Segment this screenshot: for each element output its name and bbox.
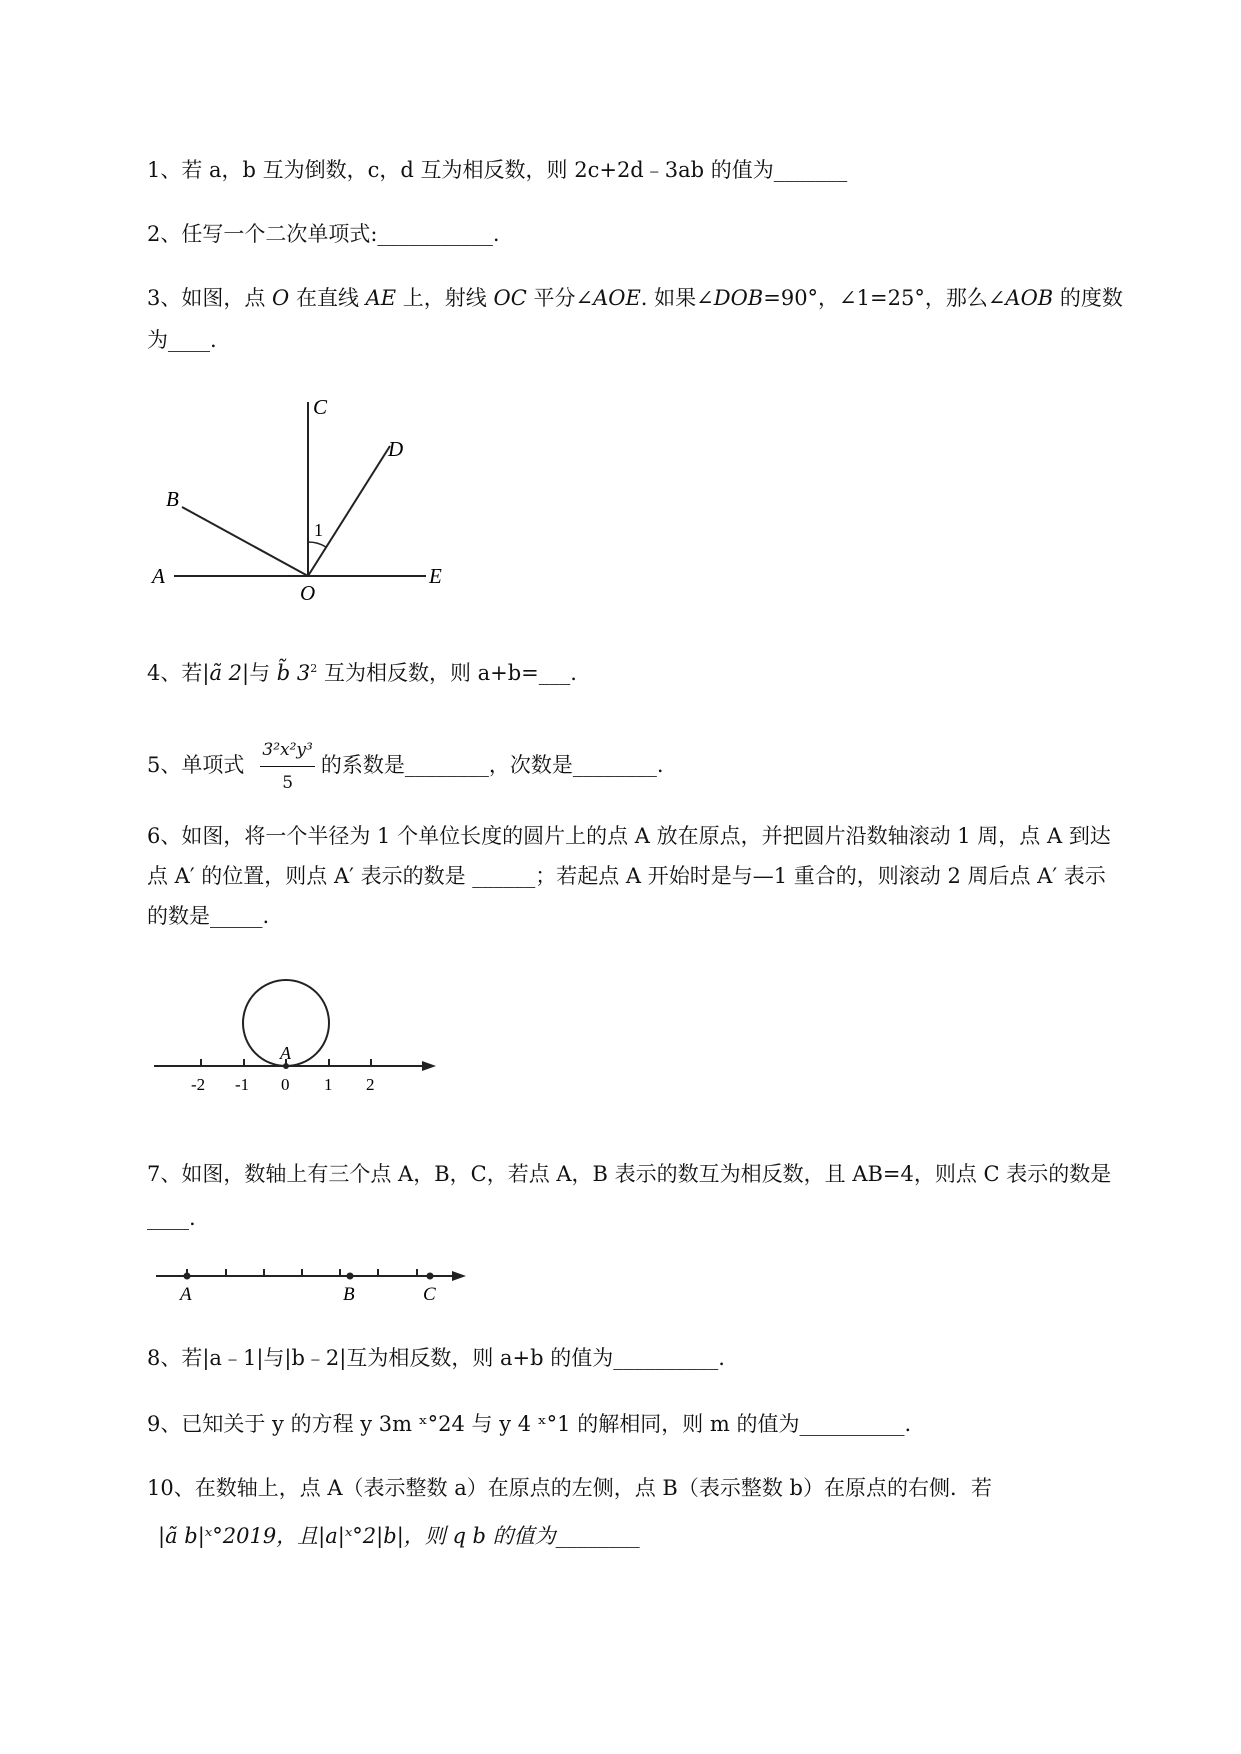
- label-point-a: A: [280, 1043, 291, 1063]
- q6-line-1-text: 6、如图，将一个半径为 1 个单位长度的圆片上的点 A 放在原点，并把圆片沿数轴滚动 1 周，点 A 到达: [147, 824, 1111, 848]
- tick-label-1: 1: [324, 1075, 333, 1094]
- q3-text-b: 在直线: [289, 286, 366, 310]
- q10-line-1-text: 10、在数轴上，点 A（表示整数 a）在原点的左侧，点 B（表示整数 b）在原点的右侧．若: [147, 1476, 992, 1500]
- q3-text-g: 的度数: [1053, 286, 1123, 310]
- label-a: A: [152, 564, 165, 588]
- angle-diagram: [140, 390, 460, 610]
- q3-point-o: O: [272, 286, 290, 310]
- q7-line-2-text: ____.: [147, 1206, 196, 1230]
- q4-exponent: 2: [310, 662, 318, 675]
- label-b: B: [166, 487, 179, 511]
- q3-text-e: . 如果∠: [640, 286, 714, 310]
- label-c: C: [423, 1284, 436, 1305]
- rolling-circle-diagram: [140, 975, 460, 1095]
- question-3-line-2: [147, 326, 217, 354]
- question-1: [147, 156, 847, 184]
- label-e: E: [429, 564, 442, 588]
- q3-text-f: =90°，∠1=25°，那么∠: [763, 286, 1006, 310]
- question-2-text: 2、任写一个二次单项式:___________.: [147, 222, 500, 246]
- q3-angle-aoe: AOE: [593, 286, 641, 310]
- q3-text-a: 3、如图，点: [147, 286, 273, 310]
- tick-label--2: -2: [191, 1075, 206, 1094]
- number-line-abc-diagram: [140, 1260, 470, 1320]
- q3-text-c: 上，射线: [396, 286, 494, 310]
- label-c: C: [313, 395, 328, 419]
- q3-line-2-text: 为____.: [147, 328, 217, 352]
- q6-line-3-text: 的数是_____.: [147, 904, 270, 928]
- q3-line-ae: AE: [365, 286, 397, 310]
- label-angle-1: 1: [314, 520, 323, 540]
- question-3-line-1: [147, 284, 1123, 312]
- q4-prefix: 4、若: [147, 661, 203, 685]
- question-1-text: 1、若 a，b 互为倒数，c，d 互为相反数，则 2c+2d﹣3ab 的值为_______: [147, 158, 848, 182]
- q6-line-2-text: 点 A′ 的位置，则点 A′ 表示的数是 ______；若起点 A 开始时是与—1 重合的，则滚动 2 周后点 A′ 表示: [147, 864, 1106, 888]
- q3-angle-dob: DOB: [713, 286, 764, 310]
- point-b: [347, 1273, 354, 1280]
- question-7-line-2: [147, 1204, 196, 1232]
- q4-mid: 与: [249, 661, 271, 685]
- question-7-line-1: [147, 1160, 1111, 1188]
- angle-1-arc: [308, 542, 326, 547]
- label-d: D: [388, 437, 404, 461]
- tick-label-0: 0: [281, 1075, 290, 1094]
- q5-fraction: [260, 736, 314, 797]
- q4-b-part: b̃ 3: [276, 661, 311, 685]
- q9-text: 9、已知关于 y 的方程 y 3m ˣ°24 与 y 4 ˣ°1 的解相同，则 m 的值为__________.: [147, 1412, 912, 1436]
- point-a: [184, 1273, 191, 1280]
- ray-od: [308, 446, 390, 576]
- question-6-line-2: [147, 862, 1106, 890]
- tick-label--1: -1: [235, 1075, 250, 1094]
- question-9: [147, 1410, 911, 1438]
- question-6-line-1: [147, 822, 1111, 850]
- question-8: [147, 1344, 725, 1372]
- point-c: [427, 1273, 434, 1280]
- question-6-line-3: [147, 902, 269, 930]
- q5-suffix: 的系数是________，次数是________.: [320, 753, 664, 777]
- q8-text: 8、若|a﹣1|与|b﹣2|互为相反数，则 a+b 的值为__________.: [147, 1346, 725, 1370]
- label-o: O: [300, 581, 316, 605]
- question-4: [147, 655, 577, 687]
- question-2: [147, 220, 500, 248]
- q3-ray-oc: OC: [493, 286, 527, 310]
- q10-line-2-text: |ã b|ˣ°2019，且|a|ˣ°2|b|，则 q b 的值为________: [158, 1524, 640, 1548]
- ray-ob: [182, 507, 308, 576]
- q4-suffix: 互为相反数，则 a+b=___.: [323, 661, 577, 685]
- question-10-line-2: [158, 1522, 640, 1550]
- label-a: A: [180, 1284, 192, 1305]
- q7-line-1-text: 7、如图，数轴上有三个点 A，B，C，若点 A，B 表示的数互为相反数，且 AB=4，则点 C 表示的数是: [147, 1162, 1112, 1186]
- q3-text-d: 平分∠: [526, 286, 594, 310]
- q5-denominator: 5: [282, 773, 294, 793]
- q5-numerator: 3²x²y³: [260, 736, 314, 767]
- label-b: B: [343, 1284, 355, 1305]
- question-10-line-1: [147, 1474, 992, 1502]
- axis-arrow-icon: [422, 1061, 436, 1071]
- question-5: [147, 736, 664, 797]
- q4-abs-part: |ã 2|: [202, 661, 250, 685]
- axis-arrow-icon: [452, 1271, 466, 1281]
- point-a: [283, 1063, 289, 1069]
- q5-prefix: 5、单项式: [147, 753, 245, 777]
- q3-angle-aob: AOB: [1005, 286, 1054, 310]
- tick-label-2: 2: [366, 1075, 375, 1094]
